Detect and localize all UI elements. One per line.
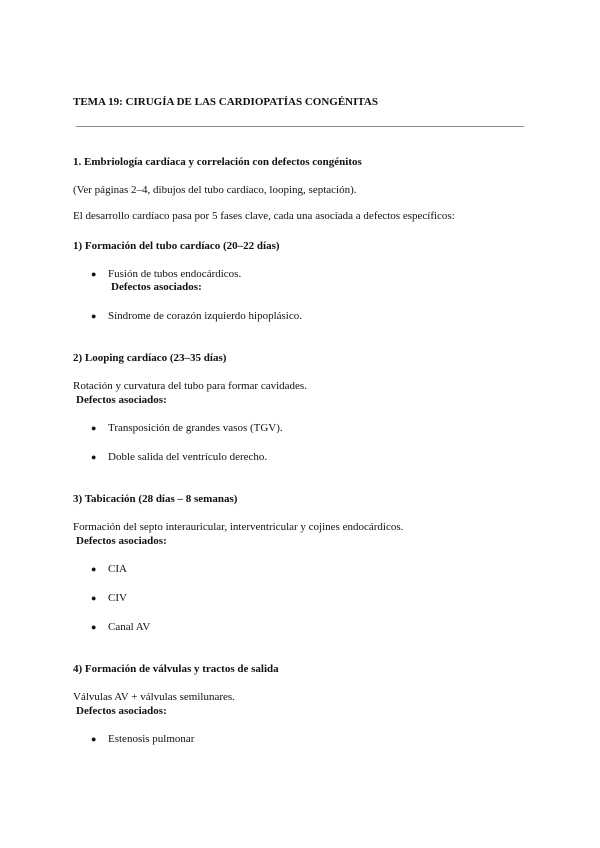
phase-3-item-1: CIA — [108, 563, 127, 575]
phase-1-item-2: Síndrome de corazón izquierdo hipoplásico. — [108, 310, 302, 322]
phase-3-defects-label: Defectos asociados: — [76, 535, 167, 547]
phase-3-item-2: CIV — [108, 592, 127, 604]
phase-2-item-2: Doble salida del ventrículo derecho. — [108, 451, 268, 463]
section-1-note: (Ver páginas 2–4, dibujos del tubo cardíaco, looping, septación). — [73, 184, 357, 196]
phase-2-defects-label: Defectos asociados: — [76, 394, 167, 406]
phase-1-defects-label: Defectos asociados: — [111, 281, 202, 293]
phase-4-desc: Válvulas AV + válvulas semilunares. — [73, 691, 235, 703]
bullet-icon: ● — [91, 564, 97, 574]
page-title: TEMA 19: CIRUGÍA DE LAS CARDIOPATÍAS CONGÉNITAS — [73, 96, 378, 108]
phase-2-heading: 2) Looping cardíaco (23–35 días) — [73, 352, 227, 364]
bullet-icon: ● — [91, 622, 97, 632]
phase-3-heading: 3) Tabicación (28 días – 8 semanas) — [73, 493, 238, 505]
phase-1-heading: 1) Formación del tubo cardíaco (20–22 días) — [73, 240, 280, 252]
phase-4-item-1: Estenosis pulmonar — [108, 733, 195, 745]
bullet-icon: ● — [91, 311, 97, 321]
phase-4-defects-label: Defectos asociados: — [76, 705, 167, 717]
phase-1-item-1: Fusión de tubos endocárdicos. — [108, 268, 242, 280]
phase-2-item-1: Transposición de grandes vasos (TGV). — [108, 422, 283, 434]
section-1-heading: 1. Embriología cardíaca y correlación con defectos congénitos — [73, 156, 362, 168]
phase-3-item-3: Canal AV — [108, 621, 151, 633]
phase-3-desc: Formación del septo interauricular, interventricular y cojines endocárdicos. — [73, 521, 404, 533]
bullet-icon: ● — [91, 269, 97, 279]
bullet-icon: ● — [91, 452, 97, 462]
phase-2-desc: Rotación y curvatura del tubo para formar cavidades. — [73, 380, 307, 392]
bullet-icon: ● — [91, 423, 97, 433]
section-1-intro: El desarrollo cardíaco pasa por 5 fases clave, cada una asociada a defectos específicos: — [73, 210, 455, 222]
title-divider — [76, 126, 524, 127]
bullet-icon: ● — [91, 593, 97, 603]
bullet-icon: ● — [91, 734, 97, 744]
phase-4-heading: 4) Formación de válvulas y tractos de salida — [73, 663, 279, 675]
